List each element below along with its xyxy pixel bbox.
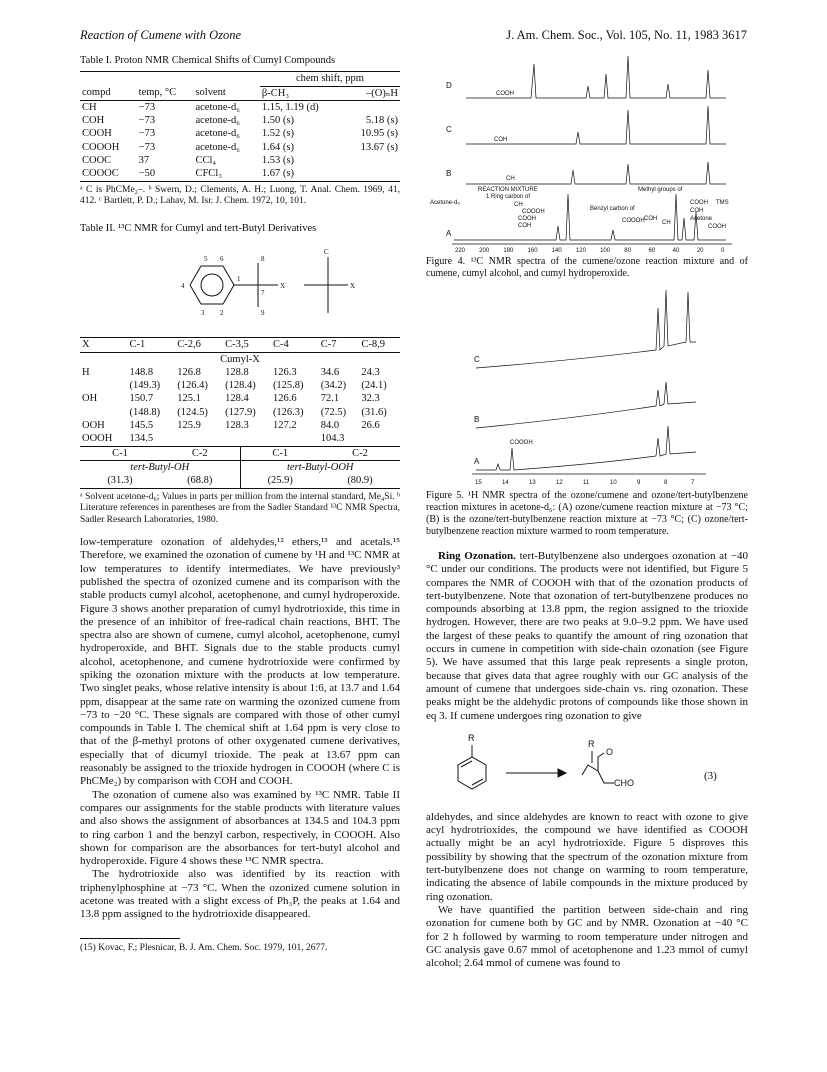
label: 9 xyxy=(261,308,265,317)
spectrum-5a xyxy=(476,426,696,470)
table-row xyxy=(80,406,400,419)
table1-col: solvent xyxy=(195,87,226,99)
table2 xyxy=(80,337,400,446)
axis-tick-label: 200 xyxy=(479,248,490,254)
table1-col: –(O)ₙH xyxy=(366,87,398,99)
table2-col: X xyxy=(82,339,90,351)
peak-label: CH xyxy=(662,220,671,226)
label: 7 xyxy=(261,288,265,297)
spectrum-5c xyxy=(476,290,696,368)
peak-label: Acetone xyxy=(690,216,713,222)
cell xyxy=(343,100,400,114)
axis-tick-label: 220 xyxy=(455,248,466,254)
table-row xyxy=(80,392,400,405)
axis-tick-label: 80 xyxy=(624,248,631,254)
table1-col: β-CH₃ xyxy=(261,87,289,99)
equation-3 xyxy=(426,723,748,811)
table2-col: C-4 xyxy=(272,339,289,351)
trace-label: B xyxy=(474,415,480,424)
axis-tick-label: 100 xyxy=(600,248,611,254)
body-paragraph xyxy=(426,550,748,723)
peak-label: CH xyxy=(514,202,523,208)
cell: (128.4) xyxy=(225,380,256,392)
cell xyxy=(343,167,400,181)
trace-label: A xyxy=(474,457,480,466)
axis-tick-label: 8 xyxy=(664,480,668,486)
body-paragraph: The hydrotrioxide also was identified by its reaction with triphenylphosphine at −73 °C. When the ozonized cumene solution in acetone was treated with a slight excess of Ph₃P, the peaks at 1.64 and 13.8 ppm assigned to the hydrotrioxide disappeared. xyxy=(80,868,400,921)
cell: 37 xyxy=(138,155,150,167)
cell: CH xyxy=(82,101,97,113)
table-row xyxy=(80,154,400,167)
label: 5 xyxy=(204,254,208,263)
cell xyxy=(271,432,319,446)
cell: CFCl₃ xyxy=(195,168,222,180)
axis-tick-label: 160 xyxy=(527,248,538,254)
cell: −73 xyxy=(138,141,156,153)
label: 4 xyxy=(181,281,185,290)
cell: (80.9) xyxy=(347,475,373,487)
table-row xyxy=(80,100,400,114)
cell: 72.1 xyxy=(320,393,340,405)
figure5-caption: Figure 5. ¹H NMR spectra of the ozone/cumene and ozone/tert-butylbenzene reaction mixtures in acetone-d₆: (A) ozone/cumene reaction mixture at −73 °C; (B) is the ozone/tert-butylbenzene reaction mixture at −73 °C; (C) ozone/tert-butylbenzene reaction mixture warmed to room temperature. xyxy=(426,490,748,537)
label: X xyxy=(280,281,286,290)
figure4-axis-ticks xyxy=(455,248,725,254)
peak-label: COOH xyxy=(690,200,708,206)
label: 2 xyxy=(220,308,224,317)
spectrum-5b xyxy=(476,382,696,428)
axis-tick-label: 7 xyxy=(691,480,695,486)
cell: 32.3 xyxy=(361,393,380,405)
table-row xyxy=(80,366,400,379)
axis-tick-label: 15 xyxy=(475,480,482,486)
cell: (125.8) xyxy=(272,380,304,392)
cell: 1.53 (s) xyxy=(261,155,294,167)
cell: (68.8) xyxy=(160,474,240,488)
trace-label: C xyxy=(474,355,480,364)
label: 6 xyxy=(220,254,224,263)
cell: acetone-d₆ xyxy=(195,101,240,113)
cell: acetone-d₆ xyxy=(195,141,240,153)
cell: C-1 xyxy=(112,447,128,459)
spectrum-b xyxy=(466,162,726,184)
arrowhead xyxy=(558,769,566,777)
peak-label: COOH xyxy=(496,91,514,97)
cell: 128.8 xyxy=(225,366,249,378)
peak-label: Benzyl carbon of xyxy=(590,206,635,212)
cell: (126.3) xyxy=(272,406,304,418)
table-row xyxy=(80,432,400,446)
cell xyxy=(223,432,271,446)
cell: −50 xyxy=(138,168,156,180)
cell: 128.4 xyxy=(225,393,249,405)
cell: (31.3) xyxy=(107,475,133,487)
table-row xyxy=(80,167,400,181)
cell: 134.5 xyxy=(129,433,154,445)
peak-label: COOOH xyxy=(510,440,533,446)
substituent-r: R xyxy=(468,732,475,743)
cumyl-structure-diagram xyxy=(80,239,400,331)
label: 3 xyxy=(201,308,205,317)
axis-tick-label: 20 xyxy=(696,248,704,254)
table1 xyxy=(80,71,400,181)
axis-tick-label: 11 xyxy=(583,480,590,486)
axis-tick-label: 120 xyxy=(575,248,586,254)
table1-footnote: ᵃ C is PhCMe₂–. ᵇ Swern, D.; Clements, A. H.; Luong, T. Anal. Chem. 1969, 41, 412. ᶜ Bartlett, P. D.; Lahav, M. Isr. J. Chem. 1972, 10, 101. xyxy=(80,184,400,207)
cell: OOOH xyxy=(82,433,113,445)
cell: (124.5) xyxy=(177,406,208,418)
cell: 126.3 xyxy=(272,366,297,378)
cell: (127.9) xyxy=(225,406,256,418)
cell: 1.50 (s) xyxy=(261,115,294,127)
equation-3-diagram xyxy=(426,723,748,811)
cell: 104.3 xyxy=(320,433,345,445)
table2-footnote: ᵃ Solvent acetone-d₆; Values in parts per million from the internal standard, Me₄Si. ᵇ Literature references in parentheses are from the Sadler Standard ¹³C NMR Spectra, Sadler Research Laboratories, 1980. xyxy=(80,491,400,525)
body-paragraph: aldehydes, and since aldehydes are known to react with ozone to give acyl hydrotrioxides, the compound we have identified as COOOH actually might be an acyl hydrotrioxide. Figure 5 disproves this possibility by showing that the spectrum of the ozonation mixture from tert-butylbenzene does not change on warming to room temperature, indicating the absence of labile compounds in the mixture produced by ring ozonation. xyxy=(426,810,748,903)
cell: (148.8) xyxy=(129,406,161,418)
cell: (25.9) xyxy=(267,475,293,487)
table1-header-row xyxy=(80,86,400,100)
cell: 1.52 (s) xyxy=(261,128,294,140)
cell: OOH xyxy=(82,420,105,432)
aldehyde-group: CHO xyxy=(614,777,634,788)
axis-tick-label: 140 xyxy=(551,248,562,254)
cell: 1.67 (s) xyxy=(261,168,294,180)
peak-label: 1 Ring carbon of xyxy=(486,194,531,200)
cell: 34.6 xyxy=(320,366,340,378)
table1-col: compd xyxy=(82,87,111,99)
cell: C-2 xyxy=(352,447,368,459)
cell: (149.3) xyxy=(129,380,161,392)
label: X xyxy=(350,281,356,290)
benzene-ring xyxy=(190,266,234,304)
table2-tertbutyl xyxy=(80,447,400,489)
peak-label: Acetone-d₆ xyxy=(430,200,460,206)
cell: (72.5) xyxy=(320,406,347,418)
cell xyxy=(359,432,400,446)
axis-tick-label: 40 xyxy=(672,248,680,254)
axis-tick-label: 9 xyxy=(637,480,641,486)
trace-label: C xyxy=(446,125,452,134)
cell: 125.9 xyxy=(177,420,201,432)
cell: 1.15, 1.19 (d) xyxy=(261,101,319,113)
peak-label: CH xyxy=(506,176,515,182)
body-paragraph: We have quantified the partition between side-chain and ring ozonation for cumene both by GC and by NMR. Ozonation at −40 °C for 2 h followed by warming to room temperature under nitrogen and GC analysis gave 0.67 mmol of acetophenone and 1.23 mmol of cumyl alcohol; 2.64 mmol of cumene was found to xyxy=(426,903,748,970)
table2-col: C-1 xyxy=(129,339,146,351)
table2-header-row xyxy=(80,338,400,352)
table-row xyxy=(80,379,400,392)
cell: acetone-d₆ xyxy=(195,128,240,140)
label: 1 xyxy=(237,274,241,283)
trace-label: B xyxy=(446,169,452,178)
peak-label: Methyl groups of xyxy=(638,187,683,193)
peak-label: COH xyxy=(644,216,658,222)
table1-group-header: chem shift, ppm xyxy=(260,72,400,86)
reactant-ring xyxy=(458,757,486,789)
label: C xyxy=(324,247,329,256)
figure5-axis-ticks xyxy=(475,480,695,486)
body-paragraph: The ozonation of cumene also was examined by ¹³C NMR. Table II compares our assignments for the stable products with literature values and also shows the assignment of absorbances at 134.5 and 104.3 ppm to ring carbon 1 and the benzyl carbon, respectively, in COOOH. Also shown for comparison are the absorbances for tert-butyl alcohol and hydroperoxide. Figure 4 shows these ¹³C NMR spectra. xyxy=(80,788,400,868)
cell: 10.95 (s) xyxy=(360,128,398,140)
table1-caption: Table I. Proton NMR Chemical Shifts of Cumyl Compounds xyxy=(80,55,336,66)
cell: CCl₄ xyxy=(195,155,217,167)
cell: acetone-d₆ xyxy=(195,115,240,127)
cell: COH xyxy=(82,115,105,127)
aromatic-circle xyxy=(201,274,223,296)
body-paragraph: low-temperature ozonation of aldehydes,¹² ethers,¹³ and acetals.¹⁵ Therefore, we examined the ozonation of cumene by ¹H and ¹³C NMR at low temperatures to identify intermediates. We have previously³ published the spectra of ozonized cumene and its comparison with the stable products cumyl alcohol, acetophenone, and cumyl hydroperoxide. Figure 3 shows another preparation of cumyl hydrotrioxide, this time in the presence of an inhibitor of free-radical chain reactions, BHT. The spectra also are shown of cumene, cumyl alcohol, acetophenone, cumyl hydroperoxide, and BHT. Signals due to the stable products cumyl alcohol, acetophenone, and cumene hydrotrioxide were confirmed by spiking the ozonation mixture with the products at low temperature. Two singlet peaks, whose relative intensity is about 1:6, at 13.7 and 1.64 ppm, disappear at the same rate on warming the ozonized cumene from −73 to −20 °C. These signals are compared with those of other cumyl compounds in Table I. The chemical shift at 1.64 ppm is very close to that of the β-methyl protons of other oxygenated cumene derivatives, especially that of dicumyl trioxide. The peak at 13.67 ppm can reasonably be assigned to the trioxide hydrogen in COOOH (where C is PhCMe₂) by comparison with COH and COOH. xyxy=(80,536,400,788)
table2-group-label: Cumyl-X xyxy=(220,353,260,365)
cell: 125.1 xyxy=(177,393,201,405)
axis-tick-label: 14 xyxy=(502,480,509,486)
cell xyxy=(175,432,223,446)
table-row xyxy=(80,127,400,140)
cell: −73 xyxy=(138,128,156,140)
cell: 84.0 xyxy=(320,420,340,432)
paragraph-text: tert-Butylbenzene also undergoes ozonation at −40 °C under our conditions. The products were not identified, but Figure 5 compares the NMR of COOOH with that of the ozonation products of tert-butylbenzene. Note that ozonation of tert-butylbenzene produces no compounds absorbing at 13.8 ppm, the region assigned to the trioxide hydrogen. However, there are two peaks at 9.0–9.2 ppm. We have used the largest of these peaks to quantify the amount of ring ozonation that occurs in cumene in competition with side-chain ozonation (see Figure 5). We have assumed that this large peak represents a single proton, because that gives data that agree roughly with our GC analysis of the amount of cumene that undergoes side-chain vs. ring ozonation. These peaks might be the aldehydic protons of compounds like those shown in eq 3. If cumene undergoes ring ozonation to give xyxy=(426,550,748,722)
axis-tick-label: 180 xyxy=(503,248,514,254)
spectrum-a xyxy=(454,194,726,240)
table2-col: C-8,9 xyxy=(361,339,385,351)
table1-col: temp, °C xyxy=(138,87,177,99)
axis-tick-label: 0 xyxy=(721,248,725,254)
right-column xyxy=(426,44,748,970)
cell: tert-Butyl-OOH xyxy=(287,461,354,473)
cell: 126.8 xyxy=(177,366,201,378)
cell: 5.18 (s) xyxy=(365,115,398,127)
cell: COOH xyxy=(82,128,112,140)
peak-label: COH xyxy=(494,137,508,143)
section-heading: Ring Ozonation. xyxy=(438,550,516,562)
peak-label: COOOH xyxy=(622,218,645,224)
footnote-rule xyxy=(80,938,180,939)
cell: COOOC xyxy=(82,168,119,180)
cell: tert-Butyl-OH xyxy=(80,460,240,474)
cell: C-2 xyxy=(160,447,240,461)
table2-col: C-7 xyxy=(320,339,337,351)
running-header-citation: J. Am. Chem. Soc., Vol. 105, No. 11, 1983 3617 xyxy=(506,28,747,42)
table2-col: C-2,6 xyxy=(177,339,201,351)
figure4-caption: Figure 4. ¹³C NMR spectra of the cumene/ozone reaction mixture and of cumene, cumyl alcohol, and cumyl hydroperoxide. xyxy=(426,256,748,279)
cell: 24.3 xyxy=(361,366,380,378)
footnote-15: (15) Kovac, F.; Plesnicar, B. J. Am. Chem. Soc. 1979, 101, 2677. xyxy=(80,942,328,953)
running-header-title: Reaction of Cumene with Ozone xyxy=(80,28,242,42)
peak-label: TMS xyxy=(716,200,729,206)
label: 8 xyxy=(261,254,265,263)
cell: H xyxy=(82,366,90,378)
table2-col: C-3,5 xyxy=(225,339,249,351)
cell: 148.8 xyxy=(129,366,154,378)
cell: COOC xyxy=(82,155,112,167)
axis-tick-label: 12 xyxy=(556,480,563,486)
cell: −73 xyxy=(138,101,156,113)
axis-tick-label: 60 xyxy=(648,248,656,254)
table-row xyxy=(80,114,400,127)
cell: 1.64 (s) xyxy=(261,141,294,153)
left-column xyxy=(80,44,400,954)
peak-label: COOH xyxy=(708,224,726,230)
cell xyxy=(80,379,127,392)
cell: 13.67 (s) xyxy=(360,141,398,153)
cell: 26.6 xyxy=(361,420,380,432)
peak-label: COOOH xyxy=(522,209,545,215)
peak-label: COOH xyxy=(518,216,536,222)
axis-tick-label: 10 xyxy=(610,480,617,486)
peak-label: COH xyxy=(690,208,704,214)
cell: 128.3 xyxy=(225,420,249,432)
substituent-r: R xyxy=(588,738,595,749)
peak-label: REACTION MIXTURE xyxy=(478,187,538,193)
figure5-spectra xyxy=(426,288,748,488)
axis-tick-label: 13 xyxy=(529,480,536,486)
trace-label: A xyxy=(446,229,452,238)
cell: 126.6 xyxy=(272,393,297,405)
figure4-spectra xyxy=(426,44,748,254)
cell: (24.1) xyxy=(361,380,387,392)
cell: 145.5 xyxy=(129,420,154,432)
cell: COOOH xyxy=(82,141,120,153)
cell xyxy=(343,154,400,167)
cell: OH xyxy=(82,393,98,405)
cell: (126.4) xyxy=(177,380,208,392)
cell: 127.2 xyxy=(272,420,297,432)
cell: (34.2) xyxy=(320,380,347,392)
cell xyxy=(80,406,127,419)
cell: C-1 xyxy=(272,447,289,459)
carbonyl-o: O xyxy=(606,746,614,757)
cell: 150.7 xyxy=(129,393,154,405)
equation-number: (3) xyxy=(704,769,717,782)
table-row xyxy=(80,419,400,432)
cell: −73 xyxy=(138,115,156,127)
table2-caption: Table II. ¹³C NMR for Cumyl and tert-Butyl Derivatives xyxy=(80,222,317,234)
cell: (31.6) xyxy=(361,406,387,418)
peak-label: COH xyxy=(518,223,532,229)
product-chain xyxy=(582,753,614,783)
table-row xyxy=(80,141,400,154)
trace-label: D xyxy=(446,81,452,90)
